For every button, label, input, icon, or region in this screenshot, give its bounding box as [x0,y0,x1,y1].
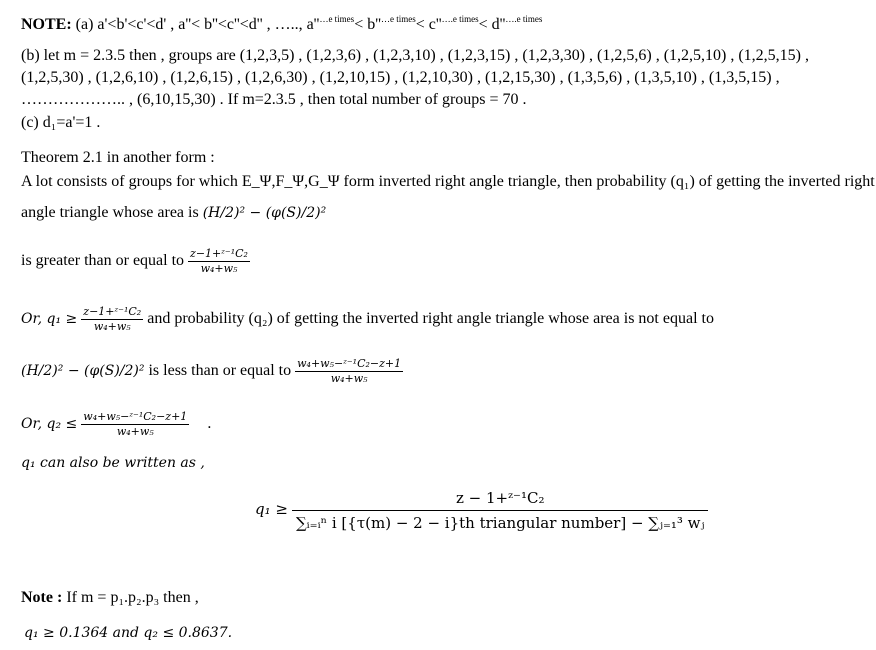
final-note-label: Note : [21,589,63,606]
fraction-q2-bound-2 [81,410,189,439]
fraction-den: w₄+w₅ [330,372,368,385]
note-b-line-3: ……………….. , (6,10,15,30) . If m=2.3.5 , then total number of groups = 70 . [21,91,527,108]
note-a-line [21,10,542,34]
or-q1-line [21,305,714,334]
note-a-c: < c'' [415,16,442,33]
area-expression-2: (H/2)² − (φ(S)/2)² [21,363,145,380]
final-result: q₁ ≥ 0.1364 and q₂ ≤ 0.8637. [24,625,233,641]
q1-alt-num: z − 1+ᶻ⁻¹C₂ [292,488,709,511]
note-b-line-2: (1,2,5,30) , (1,2,6,10) , (1,2,6,15) , (1,2,6,30) , (1,2,10,15) , (1,2,10,30) , (1,2,15,30) , (1,3,5,6) , (1,3,5,10) , (1,3,5,15) , [21,69,780,86]
le-suffix: is less than or equal to [148,362,292,380]
fraction-q1-bound [188,247,250,276]
fraction-den: w₄+w₅ [116,425,154,438]
le-line [21,357,403,386]
or-q2-line [21,410,211,439]
q1-alt-fraction [292,488,709,533]
fraction-num: w₄+w₅−ᶻ⁻¹C₂−z+1 [83,410,188,423]
sup-e-times: …e times [380,14,416,24]
note-a-b: < b'' [354,16,381,33]
q1-alt-formula [255,488,708,533]
sup-e-times: ….e times [505,14,543,24]
note-label: NOTE: [21,16,72,33]
or-q2-suffix: . [207,415,212,433]
final-note-line [21,589,199,607]
theorem-line-2 [21,204,326,222]
note-a-d: < d'' [478,16,506,33]
fraction-q1-bound-2 [81,305,143,334]
note-b-line-1: (b) let m = 2.3.5 then , groups are (1,2,3,5) , (1,2,3,6) , (1,2,3,10) , (1,2,3,15) , (1,2,3,30) , (1,2,5,6) , (1,2,5,10) , (1,2,5,15) , [21,47,809,64]
note-a-text: (a) a'<b'<c'<d' , a''< b''<c''<d'' , ….., a'' [75,16,320,33]
or-q1-prefix: Or, q₁ ≥ [21,311,78,328]
q1-alt-lhs: q₁ ≥ [255,500,288,519]
fraction-den: w₄+w₅ [200,262,238,275]
sup-e-times: …e times [319,14,355,24]
ge-line [21,247,250,276]
or-q2-prefix: Or, q₂ ≤ [21,416,78,433]
theorem-line-1: A lot consists of groups for which E_Ψ,F_Ψ,G_Ψ form inverted right angle triangle, then probability (q₁) of getting the inverted right [21,173,875,190]
fraction-num: w₄+w₅−ᶻ⁻¹C₂−z+1 [297,357,402,370]
area-prefix: angle triangle whose area is [21,204,199,221]
q1-alt-den: ∑ᵢ₌ᵢⁿ i [{τ(m) − 2 − i}th triangular number] − ∑ⱼ₌₁³ wⱼ [295,514,705,532]
note-c-line: (c) d₁=a'=1 . [21,114,101,131]
final-note-text: If m = p₁.p₂.p₃ then , [66,589,199,606]
q1-alt-intro: q₁ can also be written as , [21,455,205,471]
fraction-num: z−1+ᶻ⁻¹C₂ [190,247,248,260]
or-q1-suffix: and probability (q₂) of getting the inverted right angle triangle whose area is not equal to [147,310,714,328]
theorem-heading: Theorem 2.1 in another form : [21,149,215,166]
sup-e-times: ….e times [441,14,479,24]
fraction-q2-bound [295,357,403,386]
ge-prefix: is greater than or equal to [21,252,185,270]
fraction-den: w₄+w₅ [93,320,131,333]
area-expression: (H/2)² − (φ(S)/2)² [202,205,327,221]
fraction-num: z−1+ᶻ⁻¹C₂ [83,305,142,318]
